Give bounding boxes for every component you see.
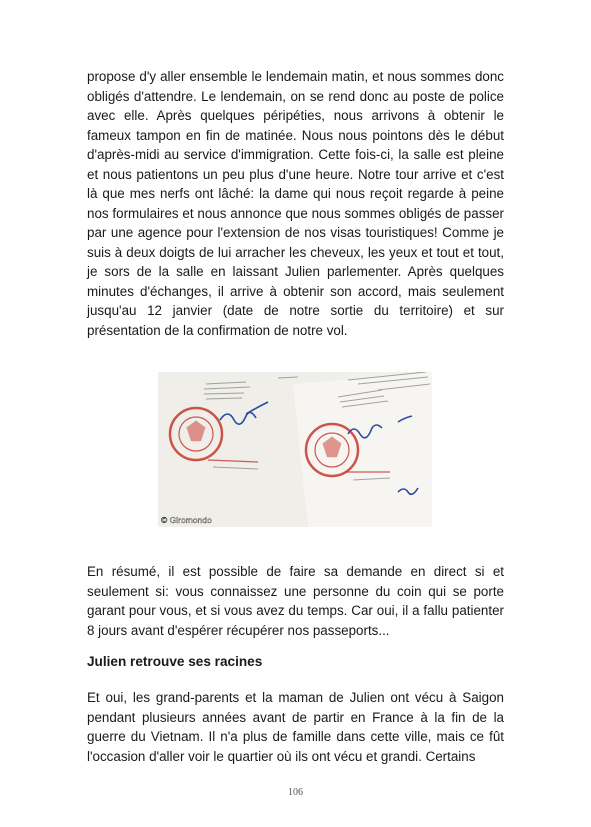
- stamped-documents-photo: [158, 372, 432, 527]
- photo-credit: © Giromondo: [161, 515, 212, 525]
- body-paragraph-1: propose d'y aller ensemble le lendemain matin, et nous sommes donc obligés d'attendre. Le lendemain, on se rend donc au poste de police avec elle. Après quelques péripéties, nous arrivons à obtenir le fameux tampon en fin de matinée. Nous nous pointons dès le début d'après-midi au service d'immigration. Cette fois-ci, la salle est pleine et nous patientons un peu plus d'une heure. Notre tour arrive et c'est là que mes nerfs ont lâché: la dame qui nous reçoit regarde à peine nos formulaires et nous annonce que nous sommes obligés de passer par une agence pour l'extension de nos visas touristiques! Comme je suis à deux doigts de lui arracher les cheveux, les yeux et tout et tout, je sors de la salle en laissant Julien parlementer. Après quelques minutes d'échanges, il arrive à obtenir son accord, mais seulement jusqu'au 12 janvier (date de notre sortie du territoire) et sur présentation de la confirmation de notre vol.: [87, 69, 504, 338]
- page-number: 106: [288, 787, 303, 798]
- section-heading: Julien retrouve ses racines: [87, 654, 263, 669]
- body-paragraph-2: En résumé, il est possible de faire sa demande en direct si et seulement si: vous connaissez une personne du coin qui se porte garant pour vous, et si vous avez du temps. Car oui, il a fallu patienter 8 jours avant d'espérer récupérer nos passeports...: [87, 564, 504, 638]
- body-paragraph-3: Et oui, les grand-parents et la maman de Julien ont vécu à Saigon pendant plusieurs années avant de partir en France à la fin de la guerre du Vietnam. Il n'a plus de famille dans cette ville, mais ce fût l'occasion d'aller voir le quartier où ils ont vécu et grandi. Certains: [87, 690, 504, 764]
- stamped-documents-illustration: [158, 372, 432, 527]
- document-sheet-right: [293, 372, 432, 527]
- document-sheet-left: [158, 372, 313, 527]
